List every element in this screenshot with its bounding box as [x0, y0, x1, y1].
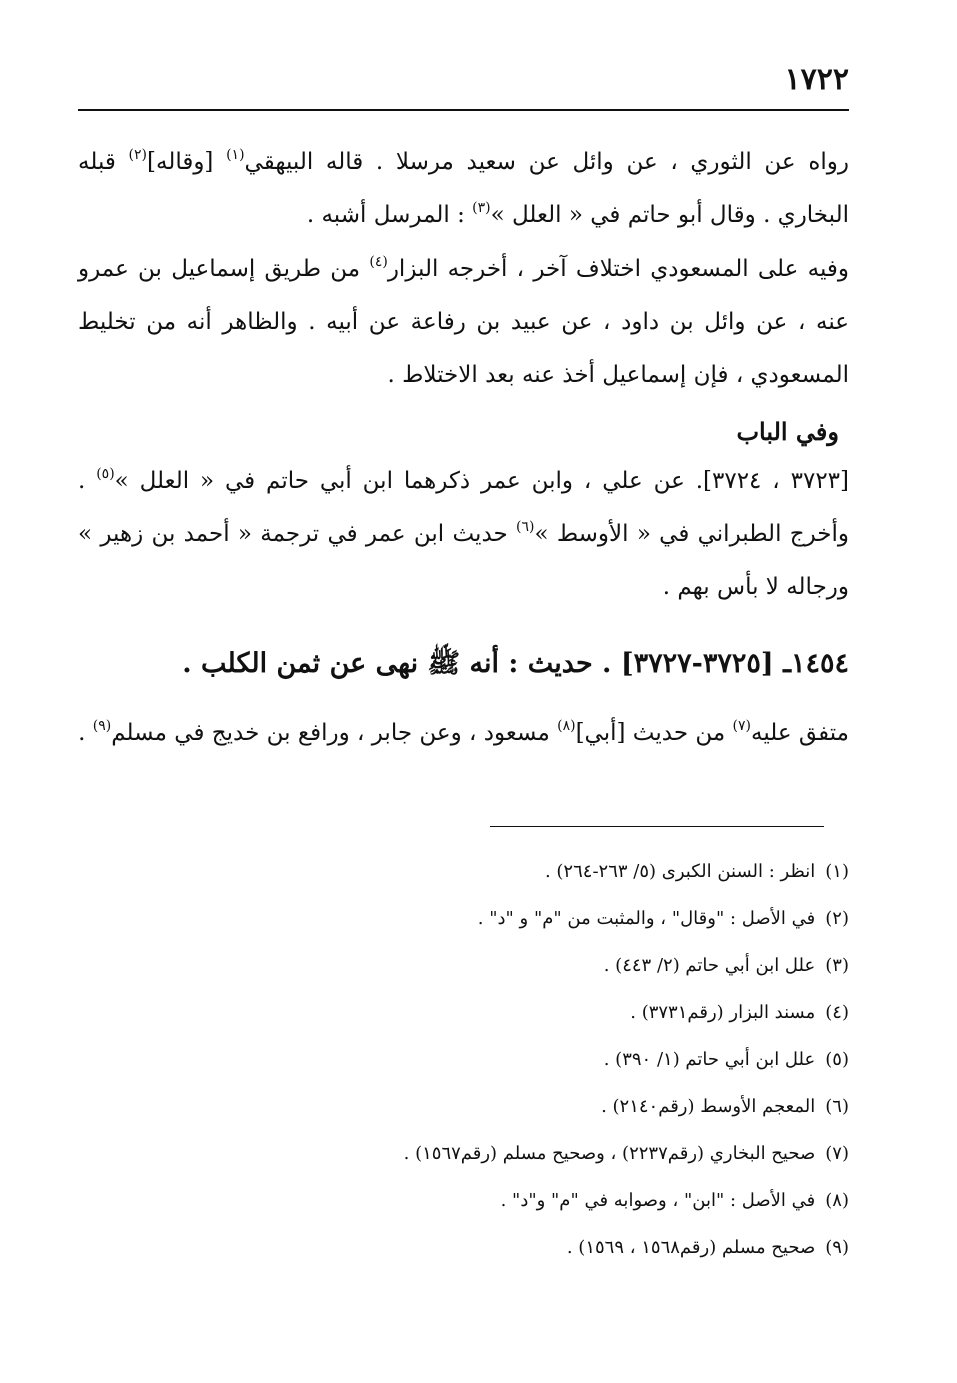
section-heading: وفي الباب	[736, 417, 839, 446]
footnote-text: مسند البزار (رقم٣٧٣١) .	[630, 1002, 816, 1023]
footnote-ref-7[interactable]: (٧)	[732, 718, 751, 734]
paragraph-4	[78, 706, 849, 761]
footnote	[78, 1130, 849, 1177]
paragraph-1-text-b: [وقاله]	[147, 149, 227, 175]
hadith-heading: ١٤٥٤ـ [٣٧٢٥-٣٧٢٧] . حديث : أنه ﷺ نهى عن ثمن الكلب .	[182, 648, 849, 679]
footnote	[78, 1224, 849, 1271]
footnote	[78, 895, 849, 942]
paragraph-4-text-b: من حديث [أبي]	[575, 720, 733, 746]
footnote-number: (٥)	[825, 1049, 849, 1070]
paragraph-3	[78, 455, 849, 614]
page-number: ١٧٢٢	[784, 62, 849, 97]
footnote-ref-8[interactable]: (٨)	[557, 718, 576, 734]
footnote	[78, 848, 849, 895]
paragraph-1-text-a: رواه عن الثوري ، عن وائل عن سعيد مرسلا . قاله البيهقي	[244, 149, 849, 175]
paragraph-4-text-d: .	[78, 720, 93, 746]
paragraph-1-text-c: قبله البخاري . وقال أبو حاتم في « العلل »	[78, 149, 849, 228]
footnote-text: علل ابن أبي حاتم (١/ ٣٩٠) .	[603, 1049, 816, 1070]
footnote-ref-5[interactable]: (٥)	[96, 466, 115, 482]
header-rule	[78, 109, 849, 111]
footnote	[78, 942, 849, 989]
paragraph-3-text-b: . وأخرج الطبراني في « الأوسط »	[78, 468, 849, 547]
footnote-text: صحيح مسلم (رقم١٥٦٨ ، ١٥٦٩) .	[566, 1237, 816, 1258]
footnote-number: (٨)	[825, 1190, 849, 1211]
footnote-text: في الأصل : "ابن" ، وصوابه في "م" و"د" .	[500, 1190, 816, 1211]
footnote-number: (٩)	[825, 1237, 849, 1258]
footnote-ref-4[interactable]: (٤)	[369, 254, 388, 270]
paragraph-4-text-a: متفق عليه	[751, 720, 849, 746]
footnotes-list	[78, 848, 849, 1271]
footnote-ref-3[interactable]: (٣)	[472, 200, 491, 216]
footnote	[78, 1036, 849, 1083]
footnote-separator	[490, 826, 824, 827]
footnote-ref-9[interactable]: (٩)	[92, 718, 112, 734]
footnote-ref-6[interactable]: (٦)	[516, 519, 535, 535]
footnote-text: انظر : السنن الكبرى (٥/ ٢٦٣-٢٦٤) .	[544, 861, 816, 882]
footnote-ref-1[interactable]: (١)	[226, 147, 245, 163]
footnote-ref-2[interactable]: (٢)	[128, 147, 148, 163]
footnote-number: (٦)	[825, 1096, 849, 1117]
footnote-number: (٧)	[825, 1143, 849, 1164]
footnote-number: (٤)	[825, 1002, 849, 1023]
paragraph-1	[78, 136, 849, 242]
paragraph-1-text-d: : المرسل أشبه .	[306, 202, 473, 228]
paragraph-2	[78, 243, 849, 402]
footnote-text: في الأصل : "وقال" ، والمثبت من "م" و "د" .	[477, 908, 816, 929]
footnote-text: علل ابن أبي حاتم (٢/ ٤٤٣) .	[603, 955, 816, 976]
paragraph-3-text-c: حديث ابن عمر في ترجمة « أحمد بن زهير » ورجاله لا بأس بهم .	[78, 521, 849, 600]
footnote-number: (٢)	[825, 908, 849, 929]
footnote	[78, 989, 849, 1036]
footnote-number: (٣)	[825, 955, 849, 976]
paragraph-4-text-c: مسعود ، وعن جابر ، ورافع بن خديج في مسلم	[111, 720, 558, 746]
footnote	[78, 1177, 849, 1224]
footnote-number: (١)	[825, 861, 849, 882]
footnote-text: صحيح البخاري (رقم٢٢٣٧) ، وصحيح مسلم (رقم١٥٦٧) .	[403, 1143, 816, 1164]
footnote	[78, 1083, 849, 1130]
footnote-text: المعجم الأوسط (رقم٢١٤٠) .	[601, 1096, 816, 1117]
paragraph-2-text-b: من طريق إسماعيل بن عمرو عنه ، عن وائل بن داود ، عن عبيد بن رفاعة عن أبيه . والظاهر أنه من تخليط المسعودي ، فإن إسماعيل أخذ عنه بعد الاختلاط .	[78, 256, 849, 388]
paragraph-3-text-a: [٣٧٢٣ ، ٣٧٢٤]. عن علي ، وابن عمر ذكرهما ابن أبي حاتم في « العلل »	[114, 468, 850, 494]
paragraph-2-text-a: وفيه على المسعودي اختلاف آخر ، أخرجه البزار	[387, 256, 849, 282]
